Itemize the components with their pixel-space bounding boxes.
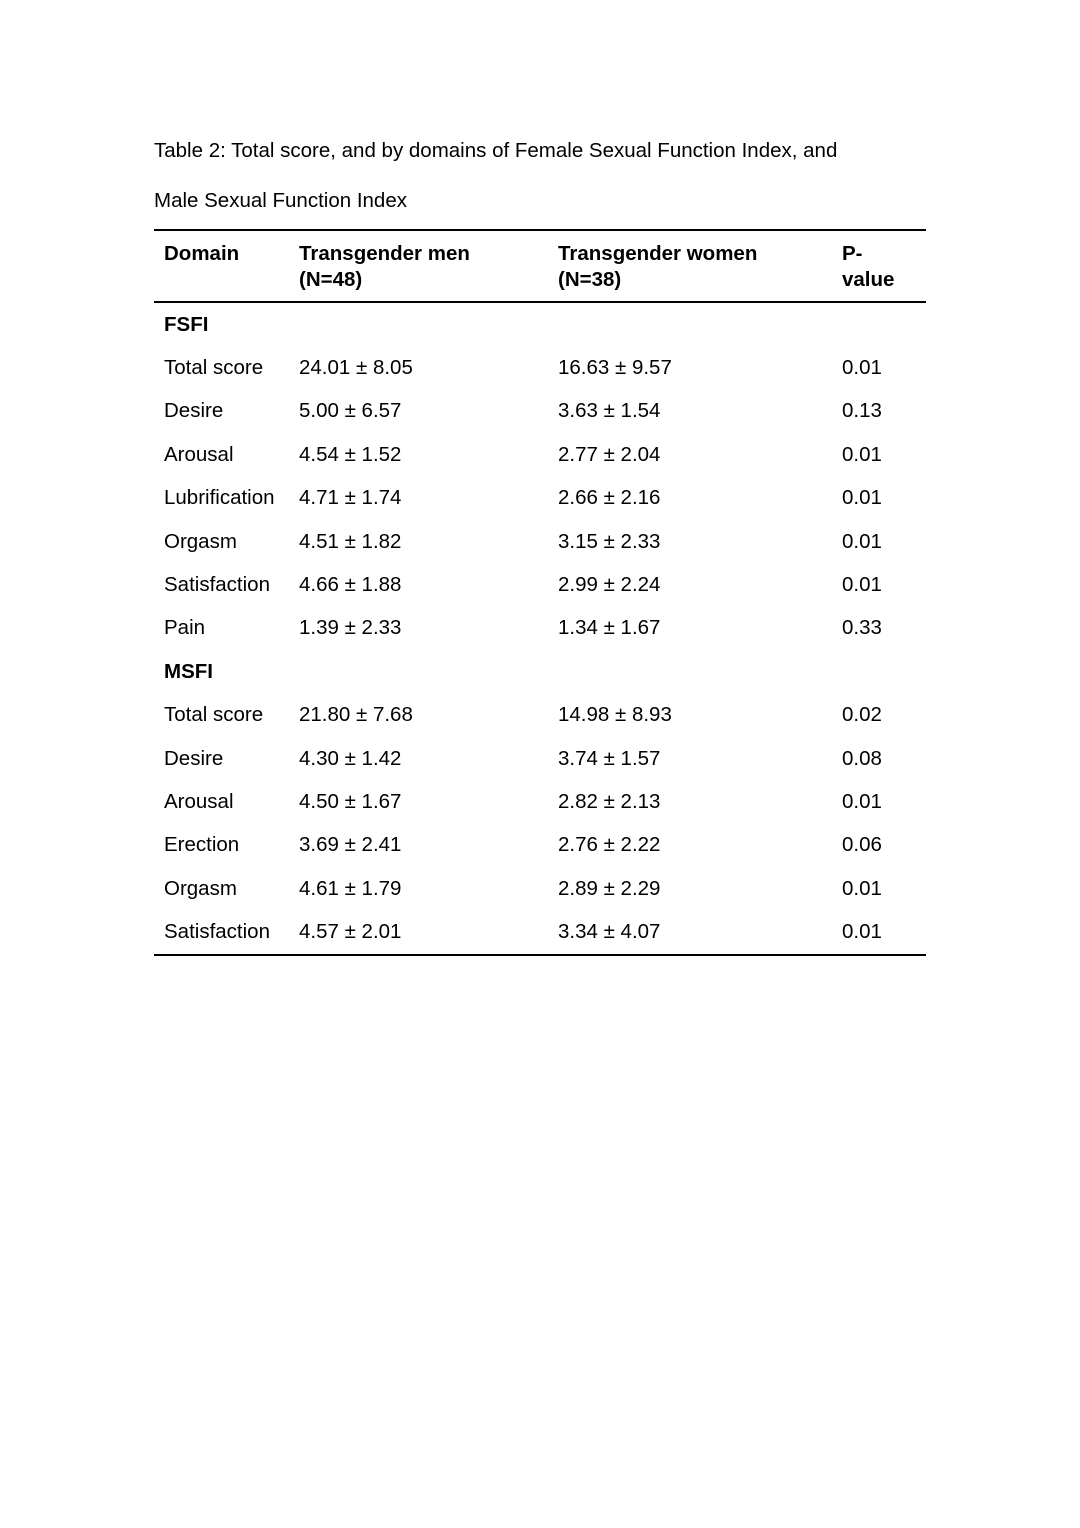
cell-men: 5.00 ± 6.57 (299, 399, 402, 423)
header-row (154, 230, 926, 302)
cell-women: 2.99 ± 2.24 (558, 573, 661, 597)
cell-p: 0.01 (842, 356, 882, 380)
table-body (154, 302, 926, 955)
cell-p: 0.06 (842, 833, 882, 857)
header-men-n: (N=48) (299, 268, 363, 291)
table-row (154, 563, 926, 606)
header-transgender-men (289, 230, 548, 302)
cell-p: 0.02 (842, 703, 882, 727)
table-header (154, 230, 926, 302)
table-row (154, 824, 926, 867)
cell-p: 0.01 (842, 573, 882, 597)
table-row (154, 780, 926, 823)
cell-domain: Total score (164, 703, 264, 727)
cell-domain: Orgasm (164, 876, 237, 900)
cell-men: 3.69 ± 2.41 (299, 833, 402, 857)
table-row (154, 737, 926, 780)
table-caption (154, 126, 934, 226)
cell-men: 4.71 ± 1.74 (299, 486, 402, 510)
header-men-label: Transgender men (299, 242, 470, 265)
cell-women: 2.76 ± 2.22 (558, 833, 661, 857)
cell-women: 2.77 ± 2.04 (558, 442, 661, 466)
cell-p: 0.08 (842, 746, 882, 770)
cell-men: 4.51 ± 1.82 (299, 529, 402, 553)
table-row (154, 910, 926, 954)
cell-men: 1.39 ± 2.33 (299, 616, 402, 640)
cell-domain: Lubrification (164, 486, 275, 510)
cell-domain: Arousal (164, 789, 234, 813)
results-table (154, 229, 926, 956)
cell-women: 2.82 ± 2.13 (558, 789, 661, 813)
section-row-fsfi (154, 302, 926, 346)
cell-women: 16.63 ± 9.57 (558, 356, 672, 380)
cell-p: 0.01 (842, 529, 882, 553)
cell-women: 3.15 ± 2.33 (558, 529, 661, 553)
table-row (154, 346, 926, 389)
cell-p: 0.01 (842, 789, 882, 813)
header-women-label: Transgender women (558, 242, 758, 265)
table-row (154, 607, 926, 650)
caption-line-2: Male Sexual Function Index (154, 189, 407, 212)
header-domain-label: Domain (164, 242, 240, 265)
cell-p: 0.33 (842, 616, 882, 640)
caption-line-1: Table 2: Total score, and by domains of Female Sexual Function Index, and (154, 139, 838, 162)
cell-men: 4.50 ± 1.67 (299, 789, 402, 813)
cell-men: 4.54 ± 1.52 (299, 442, 402, 466)
cell-domain: Desire (164, 399, 224, 423)
header-p-value (832, 230, 926, 302)
table-row (154, 433, 926, 476)
cell-men: 4.61 ± 1.79 (299, 876, 402, 900)
table-row (154, 867, 926, 910)
cell-men: 21.80 ± 7.68 (299, 703, 413, 727)
cell-domain: Pain (164, 616, 206, 640)
cell-domain: Satisfaction (154, 910, 289, 954)
table-row (154, 520, 926, 563)
cell-women: 3.34 ± 4.07 (548, 910, 832, 954)
cell-women: 2.66 ± 2.16 (558, 486, 661, 510)
cell-domain: Erection (164, 833, 240, 857)
cell-women: 2.89 ± 2.29 (558, 876, 661, 900)
header-women-n: (N=38) (558, 268, 622, 291)
cell-men: 4.30 ± 1.42 (299, 746, 402, 770)
header-domain (154, 230, 289, 302)
section-row-msfi (154, 650, 926, 693)
cell-men: 24.01 ± 8.05 (299, 356, 413, 380)
section-title: MSFI (164, 659, 213, 683)
cell-p: 0.01 (842, 442, 882, 466)
header-transgender-women (548, 230, 832, 302)
section-title: FSFI (164, 312, 209, 336)
cell-women: 1.34 ± 1.67 (558, 616, 661, 640)
table-row (154, 477, 926, 520)
header-p-label-1: P- (842, 242, 863, 265)
table-row (154, 390, 926, 433)
cell-domain: Satisfaction (164, 573, 270, 597)
cell-domain: Orgasm (164, 529, 237, 553)
cell-domain: Arousal (164, 442, 234, 466)
cell-domain: Total score (164, 356, 264, 380)
cell-p: 0.01 (842, 876, 882, 900)
cell-women: 3.63 ± 1.54 (558, 399, 661, 423)
cell-women: 3.74 ± 1.57 (558, 746, 661, 770)
table-row (154, 694, 926, 737)
cell-p: 0.01 (842, 486, 882, 510)
header-p-label-2: value (842, 268, 895, 291)
cell-women: 14.98 ± 8.93 (558, 703, 672, 727)
cell-domain: Desire (164, 746, 224, 770)
cell-p: 0.13 (842, 399, 882, 423)
cell-p: 0.01 (832, 910, 926, 954)
cell-men: 4.66 ± 1.88 (299, 573, 402, 597)
cell-men: 4.57 ± 2.01 (289, 910, 548, 954)
